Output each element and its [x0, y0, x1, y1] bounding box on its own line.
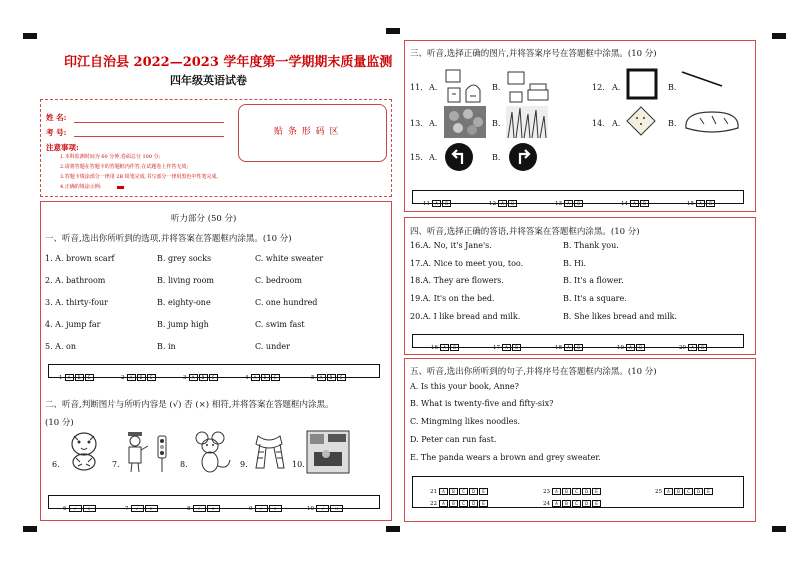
answer-row-16-20 — [412, 334, 744, 351]
answer-bubble[interactable]: B — [640, 200, 649, 207]
q17-a: 17.A. Nice to meet you, too. — [410, 259, 524, 268]
q13-a: A. — [429, 119, 438, 128]
answer-number: 12 — [489, 200, 496, 207]
living-room-icon — [506, 68, 550, 106]
q1-c: C. white sweater — [255, 254, 324, 263]
q15-a: A. — [429, 153, 438, 162]
answer-bubble[interactable]: √ — [69, 505, 82, 512]
sentence-b: B. What is twenty-five and fifty-six? — [410, 399, 554, 408]
answer-bubble[interactable]: A — [552, 500, 561, 507]
answer-bubble[interactable]: D — [582, 500, 591, 507]
answer-number: 14 — [621, 200, 628, 207]
answer-number: 6 — [63, 505, 67, 512]
q2-a: 2. A. bathroom — [45, 276, 106, 285]
policeman-icon — [122, 430, 174, 474]
q3-c: C. one hundred — [255, 298, 318, 307]
grass-icon — [506, 106, 548, 138]
answer-number: 8 — [187, 505, 191, 512]
answer-bubble[interactable]: B — [199, 374, 208, 381]
q16-b: B. Thank you. — [563, 241, 619, 250]
q20-b: B. She likes bread and milk. — [563, 312, 678, 321]
answer-bubble[interactable]: A — [439, 488, 448, 495]
answer-bubble[interactable]: B — [449, 488, 458, 495]
turn-right-sign-icon — [508, 142, 538, 172]
pic-label-6: 6. — [52, 460, 60, 469]
barcode-label: 贴 条 形 码 区 — [274, 127, 340, 137]
answer-row-1-5 — [48, 364, 380, 381]
answer-bubble[interactable]: √ — [131, 505, 144, 512]
answer-bubble[interactable]: B — [450, 344, 459, 351]
q14-a: A. — [612, 119, 621, 128]
answer-bubble[interactable]: E — [592, 488, 601, 495]
registration-mark — [386, 526, 400, 532]
answer-bubble[interactable]: A — [502, 344, 511, 351]
bathroom-icon — [444, 68, 484, 106]
q12-b: B. — [668, 83, 677, 92]
answer-bubble[interactable]: C — [337, 374, 346, 381]
answer-number: 20 — [679, 344, 686, 351]
registration-mark — [772, 33, 786, 39]
answer-bubble[interactable]: C — [271, 374, 280, 381]
answer-bubble[interactable]: A — [564, 344, 573, 351]
pic-label-9: 9. — [240, 460, 248, 469]
q3-a: 3. A. thirty-four — [45, 298, 108, 307]
q20-a: 20.A. I like bread and milk. — [410, 312, 521, 321]
q1-b: B. grey socks — [157, 254, 212, 263]
q13-b: B. — [492, 119, 501, 128]
sentence-e: E. The panda wears a brown and grey sweater. — [410, 453, 601, 462]
q13-num: 13. — [410, 119, 423, 128]
answer-number: 22 — [430, 500, 437, 507]
bread-icon — [682, 108, 742, 136]
answer-bubble[interactable]: A — [65, 374, 74, 381]
answer-bubble[interactable]: √ — [316, 505, 329, 512]
q18-a: 18.A. They are flowers. — [410, 276, 504, 285]
answer-bubble[interactable]: E — [479, 500, 488, 507]
answer-bubble[interactable]: A — [498, 200, 507, 207]
note-3: 3.答题卡填涂部分一律用 2B 铅笔完成,书写部分一律用黑色中性笔完成。 — [60, 174, 222, 180]
answer-bubble[interactable]: A — [251, 374, 260, 381]
registration-mark — [772, 526, 786, 532]
q11-num: 11. — [410, 83, 423, 92]
answer-bubble[interactable]: A — [127, 374, 136, 381]
answer-bubble[interactable]: E — [704, 488, 713, 495]
answer-number: 23 — [543, 488, 550, 495]
mouse-icon — [192, 430, 234, 474]
pic-label-10: 10. — [292, 460, 305, 469]
answer-bubble[interactable]: B — [442, 200, 451, 207]
q17-b: B. Hi. — [563, 259, 587, 268]
answer-bubble[interactable]: A — [189, 374, 198, 381]
answer-bubble[interactable]: E — [592, 500, 601, 507]
answer-bubble[interactable]: A — [626, 344, 635, 351]
answer-bubble[interactable]: A — [440, 344, 449, 351]
q4-b: B. jump high — [157, 320, 209, 329]
answer-bubble[interactable]: × — [269, 505, 282, 512]
sofa-scene-icon — [306, 430, 350, 474]
exam-title: 印江自治县 2022—2023 学年度第一学期期末质量监测 — [64, 55, 393, 70]
answer-bubble[interactable]: A — [552, 488, 561, 495]
q1-a: 1. A. brown scarf — [45, 254, 115, 263]
q18-b: B. It's a flower. — [563, 276, 624, 285]
section1-title: 一、听音,选出你所听到的选项,并将答案在答题框内涂黑。(10 分) — [45, 234, 292, 244]
answer-bubble[interactable]: B — [562, 488, 571, 495]
answer-bubble[interactable]: A — [317, 374, 326, 381]
q2-b: B. living room — [157, 276, 215, 285]
answer-row-11-15 — [412, 190, 744, 207]
answer-number: 3 — [183, 374, 187, 381]
answer-bubble[interactable]: √ — [193, 505, 206, 512]
name-label: 姓 名: — [46, 113, 67, 122]
answer-bubble[interactable]: C — [684, 488, 693, 495]
answer-number: 4 — [245, 374, 249, 381]
answer-bubble[interactable]: C — [85, 374, 94, 381]
answer-bubble[interactable]: C — [572, 488, 581, 495]
answer-number: 1 — [59, 374, 63, 381]
answer-number: 2 — [121, 374, 125, 381]
id-label: 考 号: — [46, 128, 67, 137]
answer-number: 5 — [311, 374, 315, 381]
q15-b: B. — [492, 153, 501, 162]
id-field[interactable] — [74, 136, 224, 137]
answer-bubble[interactable]: B — [706, 200, 715, 207]
answer-bubble[interactable]: A — [688, 344, 697, 351]
pic-label-8: 8. — [180, 460, 188, 469]
q4-c: C. swim fast — [255, 320, 305, 329]
answer-bubble[interactable]: C — [459, 500, 468, 507]
line-icon — [680, 70, 724, 90]
q14-num: 14. — [592, 119, 605, 128]
answer-bubble[interactable]: D — [582, 488, 591, 495]
q4-a: 4. A. jump far — [45, 320, 101, 329]
answer-number: 10 — [307, 505, 314, 512]
answer-row-6-10 — [48, 495, 380, 512]
q19-b: B. It's a square. — [563, 294, 627, 303]
answer-bubble[interactable]: C — [209, 374, 218, 381]
q5-b: B. in — [157, 342, 176, 351]
answer-number: 7 — [125, 505, 129, 512]
answer-number: 13 — [555, 200, 562, 207]
answer-bubble[interactable]: A — [439, 500, 448, 507]
answer-bubble[interactable]: B — [562, 500, 571, 507]
answer-number: 9 — [249, 505, 253, 512]
answer-number: 21 — [430, 488, 437, 495]
answer-bubble[interactable]: A — [696, 200, 705, 207]
answer-bubble[interactable]: B — [512, 344, 521, 351]
answer-bubble[interactable]: B — [261, 374, 270, 381]
answer-number: 17 — [493, 344, 500, 351]
answer-bubble[interactable]: B — [508, 200, 517, 207]
answer-bubble[interactable]: A — [432, 200, 441, 207]
q5-a: 5. A. on — [45, 342, 77, 351]
section4-title: 四、听音,选择正确的答语,并将答案在答题框内涂黑。(10 分) — [410, 227, 640, 237]
answer-bubble[interactable]: B — [574, 200, 583, 207]
answer-bubble[interactable]: B — [674, 488, 683, 495]
answer-number: 19 — [617, 344, 624, 351]
sentence-c: C. Mingming likes noodles. — [410, 417, 521, 426]
answer-number: 25 — [655, 488, 662, 495]
q16-a: 16.A. No, it's Jane's. — [410, 241, 492, 250]
note-1: 1.本科监测时间为 60 分钟,卷面总分 100 分; — [60, 154, 161, 160]
answer-bubble[interactable]: √ — [255, 505, 268, 512]
section5-title: 五、听音,选出你所听到的句子,并将序号在答题框内涂黑。(10 分) — [410, 367, 657, 377]
note-4: 4.正确的填涂示例: — [60, 184, 102, 190]
answer-number: 24 — [543, 500, 550, 507]
exam-subtitle: 四年级英语试卷 — [170, 74, 247, 87]
q14-b: B. — [668, 119, 677, 128]
answer-bubble[interactable]: B — [636, 344, 645, 351]
answer-bubble[interactable]: D — [469, 488, 478, 495]
answer-number: 11 — [423, 200, 430, 207]
section2-title: 二、听音,判断图片与所听内容是 (√) 否 (×) 相符,并将答案在答题框内涂黑。 — [45, 400, 334, 410]
answer-bubble[interactable]: × — [207, 505, 220, 512]
answer-bubble[interactable]: × — [330, 505, 343, 512]
section2-score: (10 分) — [45, 418, 74, 428]
answer-bubble[interactable]: C — [459, 488, 468, 495]
turn-left-sign-icon — [444, 142, 474, 172]
answer-number: 16 — [431, 344, 438, 351]
answer-bubble[interactable]: A — [630, 200, 639, 207]
answer-bubble[interactable]: B — [574, 344, 583, 351]
square-icon — [626, 68, 658, 100]
sentence-a: A. Is this your book, Anne? — [410, 382, 519, 391]
answer-bubble[interactable]: A — [564, 200, 573, 207]
answer-number: 18 — [555, 344, 562, 351]
pic-label-7: 7. — [112, 460, 120, 469]
answer-bubble[interactable]: B — [449, 500, 458, 507]
answer-bubble[interactable]: A — [664, 488, 673, 495]
answer-bubble[interactable]: D — [694, 488, 703, 495]
registration-mark — [386, 28, 400, 34]
cracker-icon — [626, 106, 656, 136]
notes-label: 注意事项: — [46, 143, 79, 152]
fill-example-mark — [117, 186, 124, 189]
q11-a: A. — [429, 83, 438, 92]
q12-a: A. — [612, 83, 621, 92]
answer-bubble[interactable]: × — [145, 505, 158, 512]
flowers-icon — [444, 106, 486, 138]
q5-c: C. under — [255, 342, 290, 351]
listening-heading: 听力部分 (50 分) — [171, 214, 237, 224]
scarf-icon — [252, 432, 286, 472]
answer-bubble[interactable]: B — [137, 374, 146, 381]
q19-a: 19.A. It's on the bed. — [410, 294, 495, 303]
tiger-icon — [64, 430, 104, 472]
q15-num: 15. — [410, 153, 423, 162]
q2-c: C. bedroom — [255, 276, 302, 285]
answer-number: 15 — [687, 200, 694, 207]
answer-bubble[interactable]: D — [469, 500, 478, 507]
answer-bubble[interactable]: C — [147, 374, 156, 381]
answer-bubble[interactable]: × — [83, 505, 96, 512]
answer-bubble[interactable]: B — [698, 344, 707, 351]
answer-bubble[interactable]: B — [327, 374, 336, 381]
q12-num: 12. — [592, 83, 605, 92]
answer-bubble[interactable]: C — [572, 500, 581, 507]
q3-b: B. eighty-one — [157, 298, 211, 307]
registration-mark — [23, 526, 37, 532]
note-2: 2.请将答题在答题卡的答题框内作答,在试题卷上作答无效; — [60, 164, 189, 170]
answer-bubble[interactable]: E — [479, 488, 488, 495]
registration-mark — [23, 33, 37, 39]
answer-bubble[interactable]: B — [75, 374, 84, 381]
q11-b: B. — [492, 83, 501, 92]
sentence-d: D. Peter can run fast. — [410, 435, 497, 444]
name-field[interactable] — [74, 122, 224, 123]
section3-title: 三、听音,选择正确的图片,并将答案序号在答题框中涂黑。(10 分) — [410, 49, 657, 59]
